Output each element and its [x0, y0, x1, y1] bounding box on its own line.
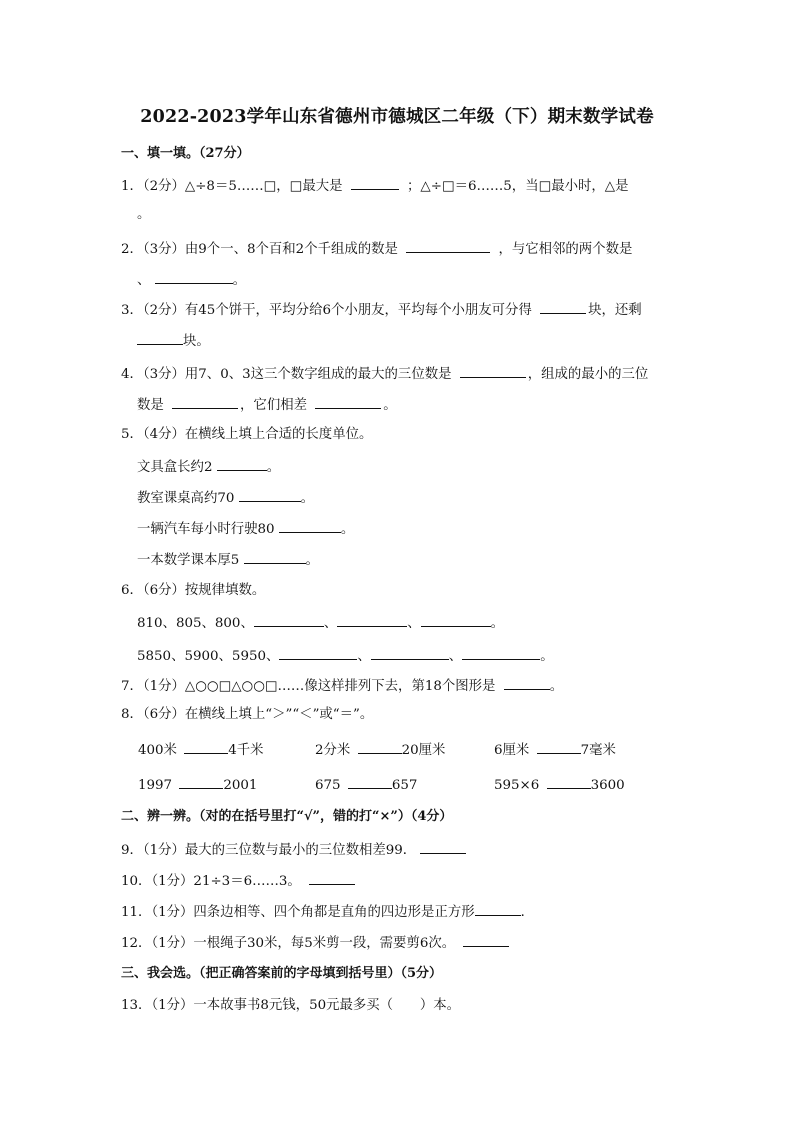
- question-4: 4．（3分）用7、0、3这三个数字组成的最大的三位数是 ，组成的最小的三位: [121, 364, 648, 384]
- answer-blank[interactable]: [475, 902, 521, 916]
- question-12: 12．（1分）一根绳子30米，每5米剪一段，需要剪6次。: [121, 933, 509, 953]
- compare-item: 400米 4千米: [138, 740, 264, 760]
- section-heading-1: 一、填一填。（27分）: [121, 146, 250, 161]
- answer-blank[interactable]: [172, 395, 238, 409]
- answer-blank[interactable]: [406, 239, 490, 253]
- question-1-cont: 。: [137, 207, 151, 222]
- question-7: 7．（1分）△○○□△○○□……像这样排列下去，第18个图形是 。: [121, 676, 563, 696]
- answer-blank[interactable]: [179, 775, 223, 789]
- answer-blank[interactable]: [309, 871, 355, 885]
- answer-blank[interactable]: [460, 364, 526, 378]
- answer-blank[interactable]: [239, 488, 301, 502]
- section-heading-3: 三、我会选。（把正确答案前的字母填到括号里）（5分）: [121, 966, 443, 981]
- answer-blank[interactable]: [463, 933, 509, 947]
- answer-blank[interactable]: [254, 613, 324, 627]
- compare-item: 675 657: [315, 775, 417, 795]
- answer-blank[interactable]: [279, 646, 357, 660]
- answer-blank[interactable]: [348, 775, 392, 789]
- question-13: 13．（1分）一本故事书8元钱，50元最多买（ ）本。: [121, 998, 461, 1013]
- question-2: 2．（3分）由9个一、8个百和2个千组成的数是 ，与它相邻的两个数是: [121, 239, 632, 259]
- question-5-item: 教室课桌高约70 。: [137, 488, 314, 508]
- answer-blank[interactable]: [358, 740, 402, 754]
- question-6-row: 5850、5900、5950、 、 、 。: [137, 646, 554, 666]
- answer-blank[interactable]: [184, 740, 228, 754]
- answer-blank[interactable]: [351, 176, 399, 190]
- question-2-cont: 、 。: [137, 270, 246, 290]
- question-5-item: 一辆汽车每小时行驶80 。: [137, 519, 354, 539]
- answer-blank[interactable]: [537, 740, 581, 754]
- question-5-item: 一本数学课本厚5 。: [137, 550, 319, 570]
- question-9: 9．（1分）最大的三位数与最小的三位数相差99．: [121, 840, 466, 860]
- answer-blank[interactable]: [155, 270, 233, 284]
- question-3-cont: 块。: [137, 331, 210, 351]
- answer-blank[interactable]: [137, 331, 183, 345]
- compare-item: 1997 2001: [138, 775, 257, 795]
- answer-blank[interactable]: [540, 300, 586, 314]
- compare-item: 2分米 20厘米: [315, 740, 445, 760]
- question-11: 11．（1分）四条边相等、四个角都是直角的四边形是正方形 ．: [121, 902, 534, 922]
- question-3: 3．（2分）有45个饼干，平均分给6个小朋友，平均每个小朋友可分得 块，还剩: [121, 300, 642, 320]
- answer-blank[interactable]: [279, 519, 341, 533]
- page-title: 2022-2023学年山东省德州市德城区二年级（下）期末数学试卷: [140, 107, 654, 127]
- answer-blank[interactable]: [420, 840, 466, 854]
- answer-blank[interactable]: [421, 613, 491, 627]
- question-1: 1．（2分）△÷8＝5……□，□最大是 ；△÷□＝6……5，当□最小时，△是: [121, 176, 629, 196]
- answer-blank[interactable]: [462, 646, 540, 660]
- question-5-item: 文具盒长约2 。: [137, 457, 280, 477]
- question-8: 8．（6分）在横线上填上“＞”“＜”或“＝”。: [121, 707, 374, 722]
- answer-blank[interactable]: [504, 676, 550, 690]
- compare-item: 6厘米 7毫米: [494, 740, 616, 760]
- question-10: 10．（1分）21÷3＝6……3。: [121, 871, 355, 891]
- answer-blank[interactable]: [244, 550, 306, 564]
- answer-blank[interactable]: [371, 646, 449, 660]
- question-6: 6．（6分）按规律填数。: [121, 583, 266, 598]
- answer-blank[interactable]: [337, 613, 407, 627]
- question-6-row: 810、805、800、 、 、 。: [137, 613, 504, 633]
- compare-item: 595×6 3600: [494, 775, 625, 795]
- answer-blank[interactable]: [315, 395, 381, 409]
- question-4-cont: 数是 ，它们相差 。: [137, 395, 397, 415]
- answer-blank[interactable]: [217, 457, 267, 471]
- answer-blank[interactable]: [547, 775, 591, 789]
- question-5: 5．（4分）在横线上填上合适的长度单位。: [121, 427, 373, 442]
- section-heading-2: 二、辨一辨。（对的在括号里打“√”，错的打“×”）（4分）: [121, 809, 453, 824]
